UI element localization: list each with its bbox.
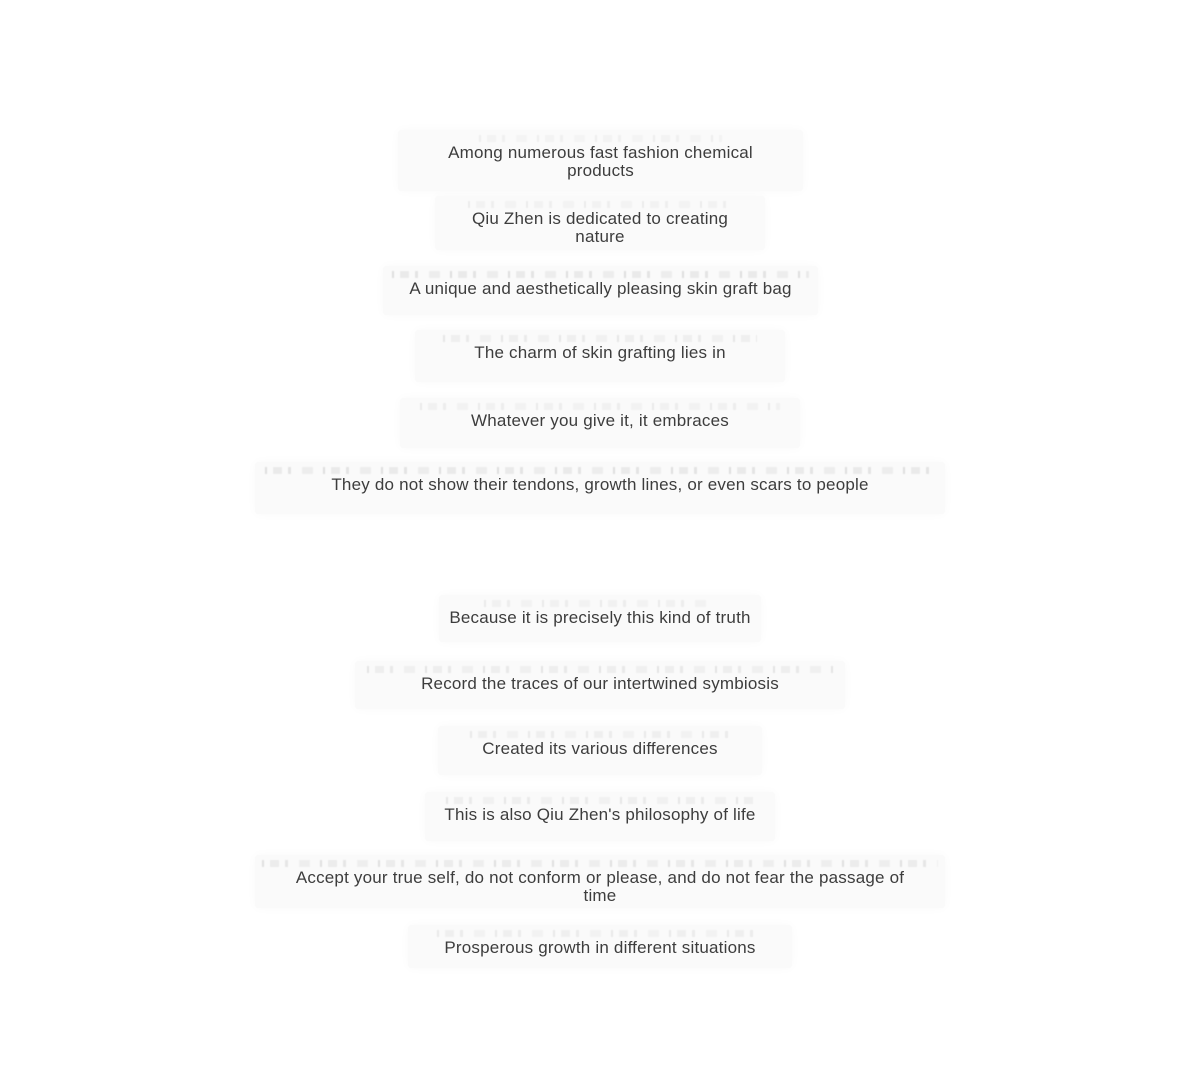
faded-ghost-text xyxy=(420,403,780,410)
subtitle-text-line: Created its various differences xyxy=(482,739,718,758)
subtitle-text-line: Because it is precisely this kind of truth xyxy=(449,608,751,627)
subtitle-text-line: Accept your true self, do not conform or please, and do not fear the passage of xyxy=(295,868,905,887)
faded-ghost-text xyxy=(443,335,758,342)
subtitle-text-line: time xyxy=(583,886,617,905)
faded-ghost-text xyxy=(265,467,934,474)
subtitle-text-line: Whatever you give it, it embraces xyxy=(471,411,729,430)
subtitle-block xyxy=(255,462,945,514)
subtitle-text-line: Among numerous fast fashion chemical xyxy=(448,143,753,162)
subtitle-block xyxy=(435,196,765,250)
subtitle-text-line: A unique and aesthetically pleasing skin graft bag xyxy=(409,279,792,298)
subtitle-block xyxy=(398,130,803,191)
subtitle-text xyxy=(435,210,765,246)
subtitle-text xyxy=(415,344,785,362)
subtitle-text-line: Prosperous growth in different situations xyxy=(444,938,756,957)
subtitle-text xyxy=(398,144,803,180)
faded-ghost-text xyxy=(437,930,763,937)
subtitle-text-line: They do not show their tendons, growth lines, or even scars to people xyxy=(331,475,869,494)
subtitle-text-line: The charm of skin grafting lies in xyxy=(474,343,726,362)
subtitle-block xyxy=(438,726,762,775)
faded-ghost-text xyxy=(262,860,938,867)
subtitle-block xyxy=(400,398,800,448)
subtitle-text-line: Record the traces of our intertwined symbiosis xyxy=(421,674,779,693)
subtitle-block xyxy=(415,330,785,382)
subtitle-text xyxy=(438,740,762,758)
subtitle-text xyxy=(400,412,800,430)
subtitle-text xyxy=(255,476,945,494)
subtitle-text xyxy=(439,609,761,627)
subtitle-block xyxy=(255,855,945,908)
faded-ghost-text xyxy=(446,797,754,804)
faded-ghost-text xyxy=(468,201,732,208)
subtitle-text xyxy=(408,939,792,957)
faded-ghost-text xyxy=(479,135,722,142)
faded-ghost-text xyxy=(484,600,716,607)
subtitle-text xyxy=(255,869,945,905)
subtitle-block xyxy=(425,792,775,841)
faded-ghost-text xyxy=(392,271,810,278)
subtitle-text-line: products xyxy=(567,161,634,180)
subtitle-text xyxy=(383,280,818,298)
subtitle-block xyxy=(408,925,792,968)
subtitle-text-line: nature xyxy=(575,227,625,246)
subtitle-text xyxy=(425,806,775,824)
subtitle-text xyxy=(355,675,845,693)
faded-ghost-text xyxy=(367,666,833,673)
subtitle-block xyxy=(383,266,818,315)
subtitle-text-line: This is also Qiu Zhen's philosophy of life xyxy=(444,805,756,824)
subtitle-block xyxy=(355,661,845,709)
subtitle-block xyxy=(439,595,761,642)
subtitle-text-line: Qiu Zhen is dedicated to creating xyxy=(471,209,729,228)
faded-ghost-text xyxy=(470,731,729,738)
